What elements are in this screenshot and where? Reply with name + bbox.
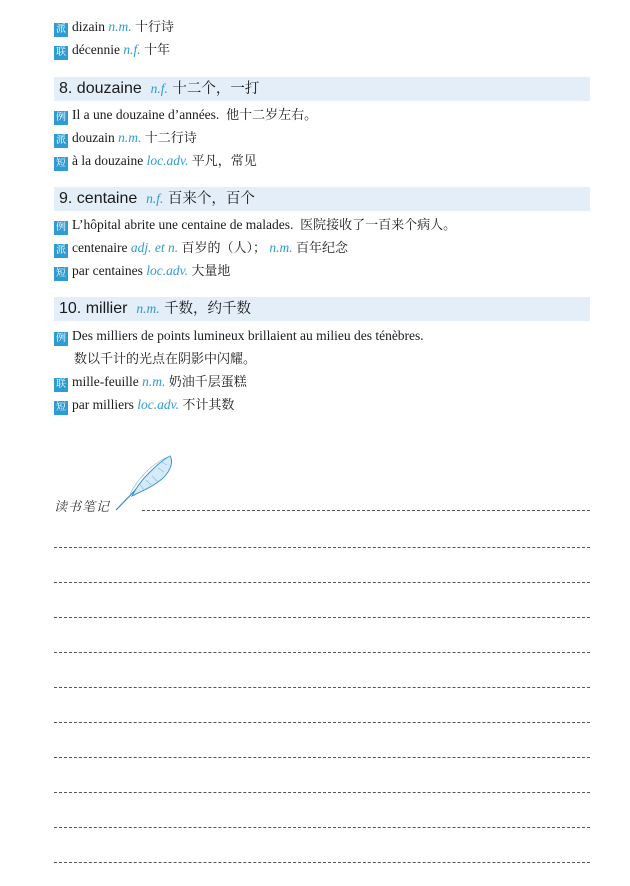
part-of-speech: adj. et n. [130, 240, 179, 255]
note-line [54, 862, 590, 863]
entry-line [54, 262, 230, 281]
derive-tag: 派 [56, 245, 66, 256]
note-line [54, 757, 590, 758]
example-fr: Des milliers de points lumineux brillaient au milieu des ténèbres. [72, 328, 424, 343]
note-line [54, 792, 590, 793]
part-of-speech: n.f. [123, 42, 141, 57]
word: par milliers [72, 397, 134, 412]
word: dizain [72, 19, 105, 34]
note-line [54, 827, 590, 828]
note-line [54, 722, 590, 723]
word: par centaines [72, 263, 143, 278]
translation: 十二行诗 [144, 131, 197, 146]
note-line [54, 582, 590, 583]
example-tag: 例 [56, 333, 66, 344]
part-of-speech: loc.adv. [146, 153, 189, 168]
headword: 9. centaine [59, 190, 138, 207]
note-line [54, 547, 590, 548]
phrase-tag: 短 [56, 268, 66, 279]
part-of-speech: n.f. [146, 191, 164, 206]
part-of-speech: n.m. [269, 240, 293, 255]
word: à la douzaine [72, 153, 144, 168]
word: décennie [72, 42, 120, 57]
example-line [74, 350, 256, 369]
translation: 百年纪念 [295, 241, 348, 256]
translation: 大量地 [191, 264, 231, 279]
translation: 奶油千层蛋糕 [168, 375, 247, 390]
example-fr: Il a une douzaine d’années. [72, 107, 220, 122]
example-line [54, 106, 317, 125]
phrase-tag: 短 [56, 158, 66, 169]
note-line [54, 617, 590, 618]
entry-line [54, 396, 234, 415]
derive-tag: 派 [56, 135, 66, 146]
example-zh: 他十二岁左右。 [226, 108, 318, 123]
example-zh: 医院接收了一百来个病人。 [300, 218, 457, 233]
example-zh: 数以千计的光点在阴影中闪耀。 [74, 352, 257, 367]
part-of-speech: n.f. [150, 81, 168, 96]
word: douzain [72, 130, 115, 145]
entry-line [54, 129, 197, 148]
translation: 百来个，百个 [167, 191, 255, 207]
entry-line [54, 18, 174, 37]
example-fr: L’hôpital abrite une centaine de malades. [72, 217, 294, 232]
note-line [54, 652, 590, 653]
part-of-speech: n.m. [118, 130, 142, 145]
translation: 千数，约千数 [164, 301, 252, 317]
example-tag: 例 [56, 222, 66, 233]
phrase-tag: 短 [56, 402, 66, 413]
word: centenaire [72, 240, 128, 255]
entry-line [54, 373, 247, 392]
translation: 十行诗 [135, 20, 175, 35]
entry-line [54, 239, 348, 258]
headword: 10. millier [59, 300, 128, 317]
related-tag: 联 [56, 47, 66, 58]
entry-header-millier [54, 297, 590, 321]
part-of-speech: loc.adv. [137, 397, 179, 412]
part-of-speech: loc.adv. [146, 263, 188, 278]
example-line [54, 327, 424, 346]
example-line [54, 216, 456, 235]
part-of-speech: n.m. [108, 19, 132, 34]
note-line [54, 687, 590, 688]
translation: 十二个，一打 [172, 81, 260, 97]
word: mille-feuille [72, 374, 139, 389]
entry-line [54, 152, 257, 171]
note-line [142, 510, 590, 511]
derive-tag: 派 [56, 24, 66, 35]
headword: 8. douzaine [59, 80, 142, 97]
entry-line [54, 41, 170, 60]
example-tag: 例 [56, 112, 66, 123]
part-of-speech: n.m. [142, 374, 166, 389]
entry-header-douzaine [54, 77, 590, 101]
translation: 不计其数 [182, 398, 235, 413]
feather-icon [112, 452, 178, 514]
entry-header-centaine [54, 187, 590, 211]
translation: 十年 [143, 43, 170, 58]
part-of-speech: n.m. [136, 301, 160, 316]
reading-notes-label: 读书笔记 [54, 500, 111, 515]
translation: 平凡，常见 [191, 154, 257, 169]
related-tag: 联 [56, 379, 66, 390]
translation: 百岁的（人）； [181, 241, 266, 256]
